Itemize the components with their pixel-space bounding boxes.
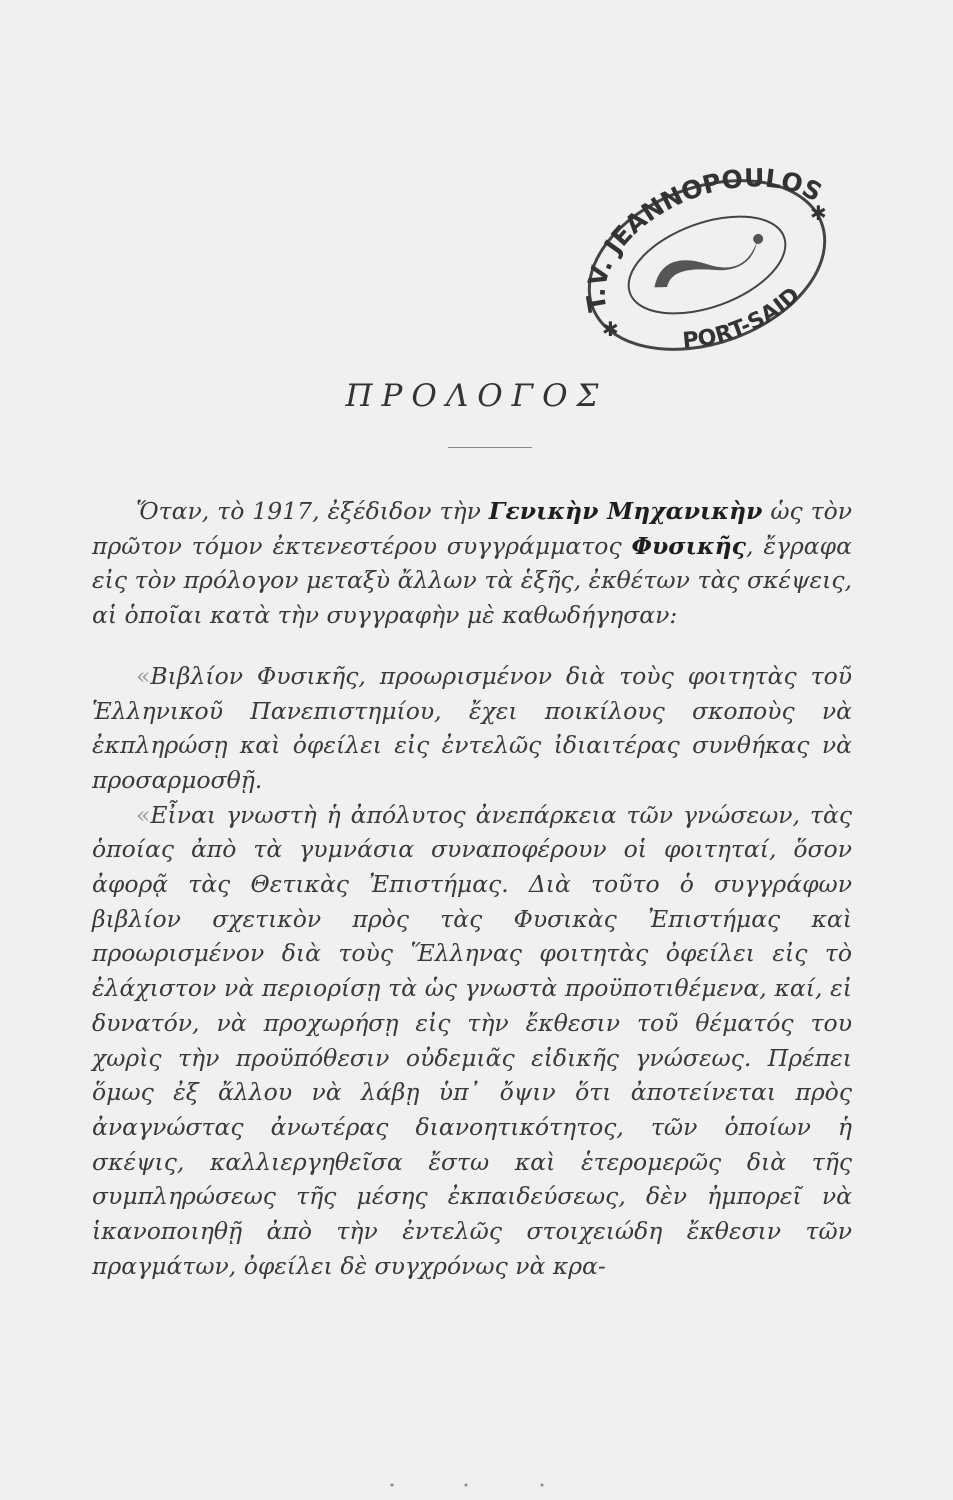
quote-mark: « (136, 661, 151, 690)
svg-text:PORT-SAID (682, 283, 806, 354)
paragraph-quote-1 (92, 659, 852, 798)
page-bottom-dots (388, 1482, 548, 1488)
stamp-star-left: ✱ (602, 317, 619, 341)
stamp-star-right: ✱ (810, 201, 827, 225)
title-divider (448, 447, 532, 448)
paragraph-quote-1-text: Βιβλίον Φυσικῆς, προωρισμένον διὰ τοὺς φοιτητὰς τοῦ Ἑλληνικοῦ Πανεπιστημίου, ἔχει ποικίλους σκοποὺς νὰ ἐκπληρώσῃ καὶ ὀφείλει εἰς ἐντελῶς ἰδιαιτέρας συνθήκας νὰ προσαρμοσθῇ. (92, 661, 852, 794)
paragraph-quote-2-text: Εἶναι γνωστὴ ἡ ἀπόλυτος ἀνεπάρκεια τῶν γνώσεων, τὰς ὁποίας ἀπὸ τὰ γυμνάσια συναποφέρουν οἱ φοιτηταί, ὅσον ἀφορᾷ τὰς Θετικὰς Ἐπιστήμας. Διὰ τοῦτο ὁ συγγράφων βιβλίον σχετικὸν πρὸς τὰς Φυσικὰς Ἐπιστήμας καὶ προωρισμένον διὰ τοὺς Ἕλληνας φοιτητὰς ὀφείλει εἰς τὸ ἐλάχιστον νὰ περιορίσῃ τὰ ὡς γνωστὰ προϋποτιθέμενα, καί, εἰ δυνατόν, νὰ προχωρήσῃ εἰς τὴν ἔκθεσιν τοῦ θέματός του χωρὶς τὴν προϋπόθεσιν οὐδεμιᾶς εἰδικῆς γνώσεως. Πρέπει ὅμως ἐξ ἄλλου νὰ λάβῃ ὑπ᾿ ὄψιν ὅτι ἀποτείνεται πρὸς ἀναγνώστας ἀνωτέρας διανοητικότητος, τῶν ὁποίων ἡ σκέψις, καλλιεργηθεῖσα ἔστω καὶ ἑτερομερῶς διὰ τῆς συμπληρώσεως τῆς μέσης ἐκπαιδεύσεως, δὲν ἠμπορεῖ νὰ ἱκανοποιηθῇ ἀπὸ τὴν ἐντελῶς στοιχειώδη ἔκθεσιν τῶν πραγμάτων, ὀφείλει δὲ συγχρόνως νὰ κρα- (92, 800, 852, 1280)
stamp-bottom-text: PORT-SAID (681, 282, 806, 354)
page-title: ΠΡΟΛΟΓΟΣ (345, 378, 608, 414)
paragraph-intro-part2: ὡς τὸν πρῶτον τόμον ἐκτενεστέρου συγγράμματος (92, 497, 853, 560)
book-title-mechanics: Γενικὴν Μηχανικὴν (488, 497, 763, 525)
paragraph-quote-2 (92, 798, 852, 1284)
stamp-top-text: T.V. JEANNOPOULOS (581, 163, 827, 315)
body-text (92, 494, 852, 1283)
paragraph-intro-part1: Ὅταν, τὸ 1917, ἐξέδιδον τὴν (136, 497, 489, 525)
ownership-stamp (572, 160, 842, 370)
paragraph-intro-part3: , ἔγραφα εἰς τὸν πρόλογον μεταξὺ ἄλλων τὰ ἑξῆς, ἐκθέτων τὰς σκέψεις, αἱ ὁποῖαι κατὰ τὴν συγγραφὴν μὲ καθωδήγησαν: (92, 531, 852, 630)
book-title-physics: Φυσικῆς (631, 531, 746, 560)
paragraph-intro (92, 494, 852, 633)
quote-mark: « (136, 800, 151, 829)
